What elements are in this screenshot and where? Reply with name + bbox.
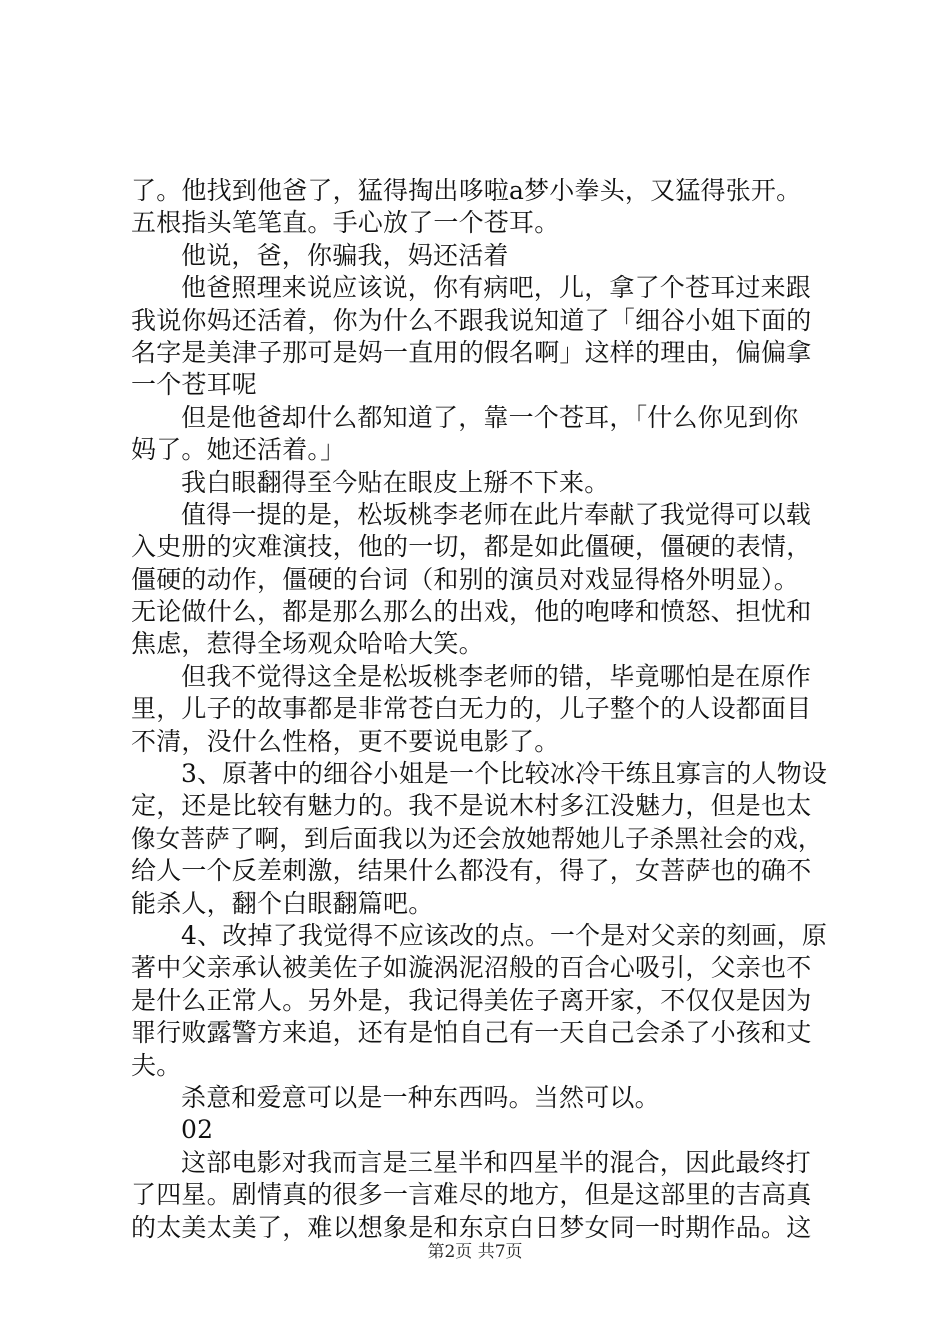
text-line: 但是他爸却什么都知道了，靠一个苍耳，「什么你见到你 (181, 402, 799, 432)
text-line: 能杀人，翻个白眼翻篇吧。 (131, 888, 434, 918)
text-line: 02 (181, 1115, 214, 1145)
text-line: 著中父亲承认被美佐子如漩涡泥沼般的百合心吸引，父亲也不 (131, 953, 812, 983)
text-line: 焦虑，惹得全场观众哈哈大笑。 (131, 629, 484, 659)
text-line: 值得一提的是，松坂桃李老师在此片奉献了我觉得可以载 (181, 499, 812, 529)
text-line: 他爸照理来说应该说，你有病吧，儿，拿了个苍耳过来跟 (181, 273, 812, 303)
text-line: 我说你妈还活着，你为什么不跟我说知道了「细谷小姐下面的 (131, 305, 812, 335)
text-line: 是什么正常人。另外是，我记得美佐子离开家，不仅仅是因为 (131, 985, 812, 1015)
text-line: 了。他找到他爸了，猛得掏出哆啦a梦小拳头，又猛得张开。 (131, 176, 802, 205)
text-line: 定，还是比较有魅力的。我不是说木村多江没魅力，但是也太 (131, 791, 812, 821)
text-line: 入史册的灾难演技，他的一切，都是如此僵硬，僵硬的表情， (131, 532, 812, 562)
text-line: 我白眼翻得至今贴在眼皮上掰不下来。 (181, 467, 610, 497)
text-line: 3、原著中的细谷小姐是一个比较冰冷干练且寡言的人物设 (181, 759, 828, 789)
text-line: 名字是美津子那可是妈一直用的假名啊」这样的理由，偏偏拿 (131, 337, 812, 367)
text-line: 的太美太美了，难以想象是和东京白日梦女同一时期作品。这 (131, 1212, 812, 1242)
page-footer: 第2页 共7页 (427, 1242, 523, 1262)
text-line: 他说，爸，你骗我，妈还活着 (181, 240, 509, 270)
text-line: 僵硬的动作，僵硬的台词（和别的演员对戏显得格外明显）。 (131, 564, 799, 594)
text-line: 4、改掉了我觉得不应该改的点。一个是对父亲的刻画，原 (181, 920, 828, 950)
text-line: 杀意和爱意可以是一种东西吗。当然可以。 (181, 1082, 660, 1112)
text-line: 一个苍耳呢 (131, 370, 258, 400)
text-line: 但我不觉得这全是松坂桃李老师的错，毕竟哪怕是在原作 (181, 661, 812, 691)
text-line: 不清，没什么性格，更不要说电影了。 (131, 726, 560, 756)
text-line: 罪行败露警方来追，还有是怕自己有一天自己会杀了小孩和丈 (131, 1018, 812, 1048)
text-line: 里，儿子的故事都是非常苍白无力的，儿子整个的人设都面目 (131, 694, 812, 724)
text-line: 像女菩萨了啊，到后面我以为还会放她帮她儿子杀黑社会的戏， (131, 823, 823, 853)
text-line: 无论做什么，都是那么那么的出戏，他的咆哮和愤怒、担忧和 (131, 597, 812, 627)
text-line: 夫。 (131, 1050, 182, 1080)
text-line: 给人一个反差刺激，结果什么都没有，得了，女菩萨也的确不 (131, 856, 812, 886)
document-body (131, 175, 831, 1244)
text-line: 五根指头笔笔直。手心放了一个苍耳。 (131, 208, 560, 238)
text-line: 了四星。剧情真的很多一言难尽的地方，但是这部里的吉高真 (131, 1180, 812, 1210)
text-line: 这部电影对我而言是三星半和四星半的混合，因此最终打 (181, 1147, 812, 1177)
text-line: 妈了。她还活着。」 (131, 435, 346, 465)
